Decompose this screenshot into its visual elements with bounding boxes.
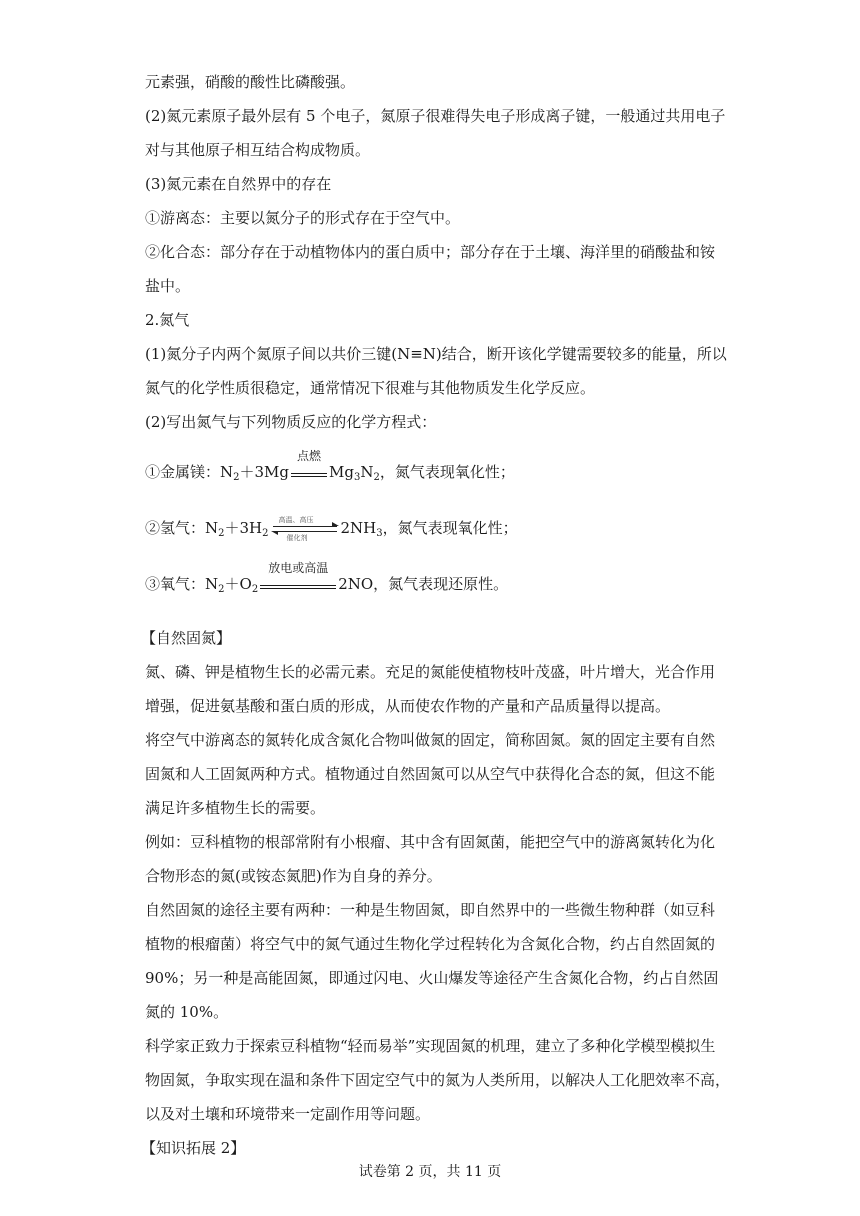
text-line: 植物的根瘤菌）将空气中的氮气通过生物化学过程转化为含氮化合物，约占自然固氮的 bbox=[145, 935, 716, 953]
text-line: 以及对土壤和环境带来一定副作用等问题。 bbox=[145, 1105, 431, 1123]
text-line: 90%；另一种是高能固氮，即通过闪电、火山爆发等途径产生含氮化合物，约占自然固 bbox=[145, 969, 719, 987]
text-line: 合物形态的氮(或铵态氮肥)作为自身的养分。 bbox=[145, 867, 442, 885]
reaction-condition-arrow: 放电或高温 bbox=[260, 577, 336, 589]
page-footer: 试卷第 2 页，共 11 页 bbox=[358, 1164, 502, 1180]
text-line: 物固氮，争取实现在温和条件下固定空气中的氮为人类所用，以解决人工化肥效率不高， bbox=[145, 1071, 731, 1089]
text-line: (2)写出氮气与下列物质反应的化学方程式： bbox=[145, 413, 437, 431]
text-line: 氮、磷、钾是植物生长的必需元素。充足的氮能使植物枝叶茂盛，叶片增大，光合作用 bbox=[145, 663, 716, 681]
text-line: 氮的 10%。 bbox=[145, 1003, 229, 1021]
text-line: 增强，促进氨基酸和蛋白质的形成，从而使农作物的产量和产品质量得以提高。 bbox=[145, 697, 671, 715]
reversible-arrow-icon: 高温、高压 催化剂 bbox=[273, 520, 337, 538]
text-line: 对与其他原子相互结合构成物质。 bbox=[145, 141, 371, 159]
text-line: 例如：豆科植物的根部常附有小根瘤、其中含有固氮菌，能把空气中的游离氮转化为化 bbox=[145, 833, 716, 851]
section-heading: 2.氮气 bbox=[145, 311, 190, 329]
equation-oxygen: ③氧气：$N_2+O_2$ 放电或高温 2NO，氮气表现还原性。 bbox=[145, 561, 509, 595]
text-line: (1)氮分子内两个氮原子间以共价三键(N≡N)结合，断开该化学键需要较多的能量，所以 bbox=[145, 345, 727, 363]
text-line: 满足许多植物生长的需要。 bbox=[145, 799, 326, 817]
text-line: 元素强，硝酸的酸性比磷酸强。 bbox=[145, 73, 356, 91]
text-line: 盐中。 bbox=[145, 277, 191, 295]
equation-hydrogen: ②氢气：$N_2+3H_2$ 高温、高压 催化剂 $2NH_3$，氮气表现氧化性； bbox=[145, 516, 518, 542]
reaction-condition-arrow: 点燃 bbox=[291, 465, 327, 477]
text-line: 固氮和人工固氮两种方式。植物通过自然固氮可以从空气中获得化合态的氮，但这不能 bbox=[145, 765, 716, 783]
text-line: 将空气中游离态的氮转化成含氮化合物叫做氮的固定，简称固氮。氮的固定主要有自然 bbox=[145, 731, 716, 749]
text-line: 自然固氮的途径主要有两种：一种是生物固氮，即自然界中的一些微生物种群（如豆科 bbox=[145, 901, 716, 919]
text-line: 科学家正致力于探索豆科植物“轻而易举”实现固氮的机理，建立了多种化学模型模拟生 bbox=[145, 1037, 716, 1055]
text-line: (3)氮元素在自然界中的存在 bbox=[145, 175, 332, 193]
text-line: ①游离态：主要以氮分子的形式存在于空气中。 bbox=[145, 209, 461, 227]
text-line: 氮气的化学性质很稳定，通常情况下很难与其他物质发生化学反应。 bbox=[145, 379, 596, 397]
text-line: (2)氮元素原子最外层有 5 个电子，氮原子很难得失电子形成离子键，一般通过共用电子 bbox=[145, 107, 726, 125]
text-line: ②化合态：部分存在于动植物体内的蛋白质中；部分存在于土壤、海洋里的硝酸盐和铵 bbox=[145, 243, 716, 261]
section-title: 【自然固氮】 bbox=[141, 629, 232, 647]
equation-magnesium: ①金属镁：$N_2+3Mg$ 点燃 $Mg_3N_2$，氮气表现氧化性； bbox=[145, 449, 515, 483]
section-title: 【知识拓展 2】 bbox=[141, 1139, 246, 1157]
